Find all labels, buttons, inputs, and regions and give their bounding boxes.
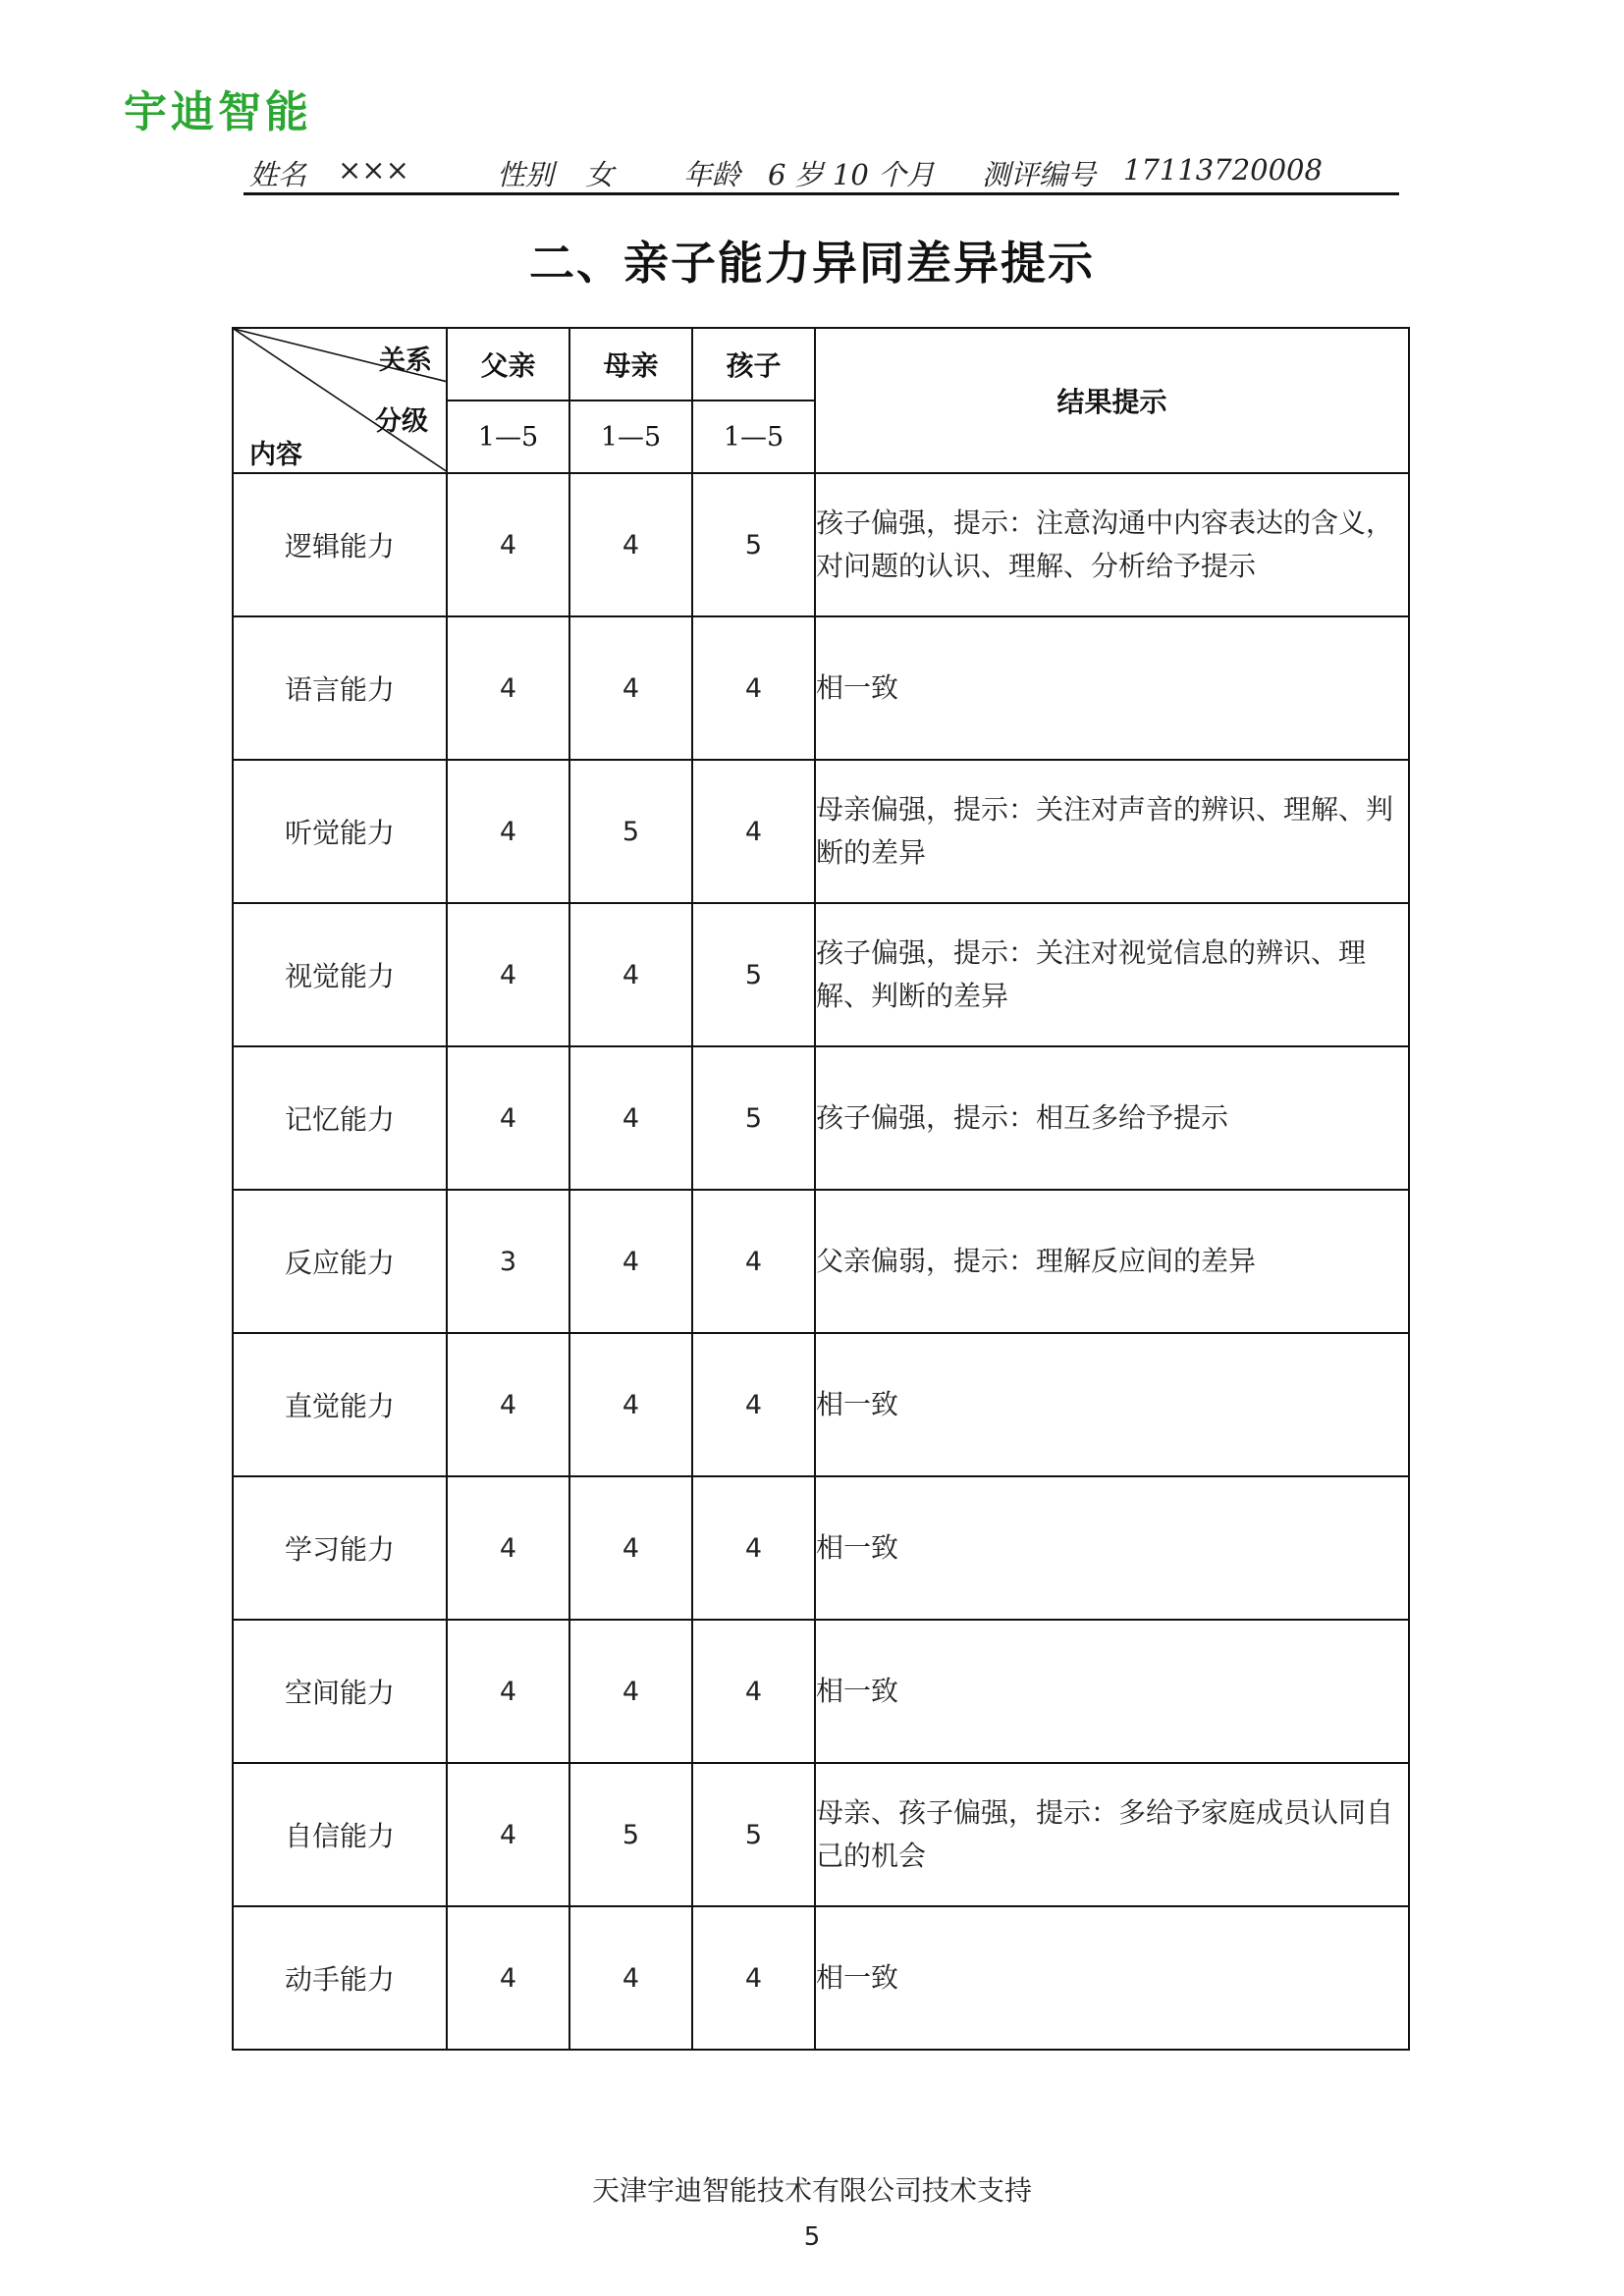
father-score: 4 <box>447 1476 569 1620</box>
id-label: 测评编号 <box>982 158 1097 191</box>
page-title: 二、亲子能力异同差异提示 <box>529 237 1095 290</box>
father-score: 4 <box>447 1620 569 1763</box>
mother-score: 4 <box>569 1190 692 1333</box>
id-value: 17113720008 <box>1123 153 1323 187</box>
name-value: ××× <box>338 153 409 187</box>
gender-value: 女 <box>585 158 615 191</box>
ability-name: 逻辑能力 <box>233 473 447 616</box>
footer-company: 天津宇迪智能技术有限公司技术支持 <box>591 2174 1032 2207</box>
mother-score: 5 <box>569 760 692 903</box>
child-score: 4 <box>692 1333 815 1476</box>
table-row <box>233 903 1409 1046</box>
table-row <box>233 760 1409 903</box>
result-hint: 母亲、孩子偏强，提示：多给予家庭成员认同自己的机会 <box>815 1763 1409 1906</box>
header-mother: 母亲 <box>569 328 692 400</box>
child-score: 4 <box>692 616 815 760</box>
header-relation-label: 关系 <box>379 346 432 376</box>
ability-name: 空间能力 <box>233 1620 447 1763</box>
mother-score: 4 <box>569 1046 692 1190</box>
ability-comparison-table <box>232 327 1410 2051</box>
mother-score: 4 <box>569 1906 692 2050</box>
mother-range: 1—5 <box>569 400 692 473</box>
ability-name: 自信能力 <box>233 1763 447 1906</box>
child-score: 4 <box>692 1620 815 1763</box>
mother-score: 4 <box>569 616 692 760</box>
company-logo: 宇迪智能 <box>124 87 312 137</box>
father-score: 4 <box>447 760 569 903</box>
mother-score: 4 <box>569 473 692 616</box>
table-header-row-1 <box>233 328 1409 400</box>
result-hint: 孩子偏强，提示：注意沟通中内容表达的含义，对问题的认识、理解、分析给予提示 <box>815 473 1409 616</box>
child-score: 5 <box>692 1046 815 1190</box>
father-range: 1—5 <box>447 400 569 473</box>
table-row <box>233 1906 1409 2050</box>
ability-name: 视觉能力 <box>233 903 447 1046</box>
father-score: 4 <box>447 1333 569 1476</box>
child-score: 5 <box>692 903 815 1046</box>
table-row <box>233 1046 1409 1190</box>
mother-score: 5 <box>569 1763 692 1906</box>
gender-label: 性别 <box>497 158 555 191</box>
result-hint: 相一致 <box>815 1333 1409 1476</box>
child-score: 4 <box>692 1906 815 2050</box>
mother-score: 4 <box>569 903 692 1046</box>
page-number: 5 <box>803 2222 821 2252</box>
age-value: 6 岁 10 个月 <box>768 158 936 191</box>
father-score: 4 <box>447 1763 569 1906</box>
age-label: 年龄 <box>683 158 741 191</box>
table-row <box>233 1333 1409 1476</box>
header-father: 父亲 <box>447 328 569 400</box>
father-score: 4 <box>447 616 569 760</box>
student-info-line <box>244 147 1399 195</box>
table-row <box>233 1476 1409 1620</box>
ability-name: 动手能力 <box>233 1906 447 2050</box>
name-label: 姓名 <box>249 158 307 191</box>
ability-name: 听觉能力 <box>233 760 447 903</box>
table-row <box>233 473 1409 616</box>
result-hint: 相一致 <box>815 1906 1409 2050</box>
ability-name: 反应能力 <box>233 1190 447 1333</box>
ability-name: 语言能力 <box>233 616 447 760</box>
father-score: 3 <box>447 1190 569 1333</box>
child-range: 1—5 <box>692 400 815 473</box>
result-hint: 母亲偏强，提示：关注对声音的辨识、理解、判断的差异 <box>815 760 1409 903</box>
header-child: 孩子 <box>692 328 815 400</box>
father-score: 4 <box>447 1046 569 1190</box>
header-grade-label: 分级 <box>375 406 428 437</box>
child-score: 4 <box>692 1190 815 1333</box>
father-score: 4 <box>447 473 569 616</box>
result-hint: 孩子偏强，提示：相互多给予提示 <box>815 1046 1409 1190</box>
child-score: 5 <box>692 1763 815 1906</box>
result-hint: 相一致 <box>815 616 1409 760</box>
header-content-label: 内容 <box>249 440 302 470</box>
ability-name: 记忆能力 <box>233 1046 447 1190</box>
ability-name: 直觉能力 <box>233 1333 447 1476</box>
mother-score: 4 <box>569 1333 692 1476</box>
table-row <box>233 1763 1409 1906</box>
mother-score: 4 <box>569 1620 692 1763</box>
result-hint: 孩子偏强，提示：关注对视觉信息的辨识、理解、判断的差异 <box>815 903 1409 1046</box>
result-hint: 相一致 <box>815 1476 1409 1620</box>
diagonal-header-cell <box>233 328 447 473</box>
ability-name: 学习能力 <box>233 1476 447 1620</box>
child-score: 4 <box>692 760 815 903</box>
child-score: 5 <box>692 473 815 616</box>
header-result: 结果提示 <box>815 328 1409 473</box>
father-score: 4 <box>447 903 569 1046</box>
child-score: 4 <box>692 1476 815 1620</box>
table-row <box>233 1620 1409 1763</box>
result-hint: 父亲偏弱，提示：理解反应间的差异 <box>815 1190 1409 1333</box>
table-row <box>233 616 1409 760</box>
table-row <box>233 1190 1409 1333</box>
result-hint: 相一致 <box>815 1620 1409 1763</box>
mother-score: 4 <box>569 1476 692 1620</box>
father-score: 4 <box>447 1906 569 2050</box>
